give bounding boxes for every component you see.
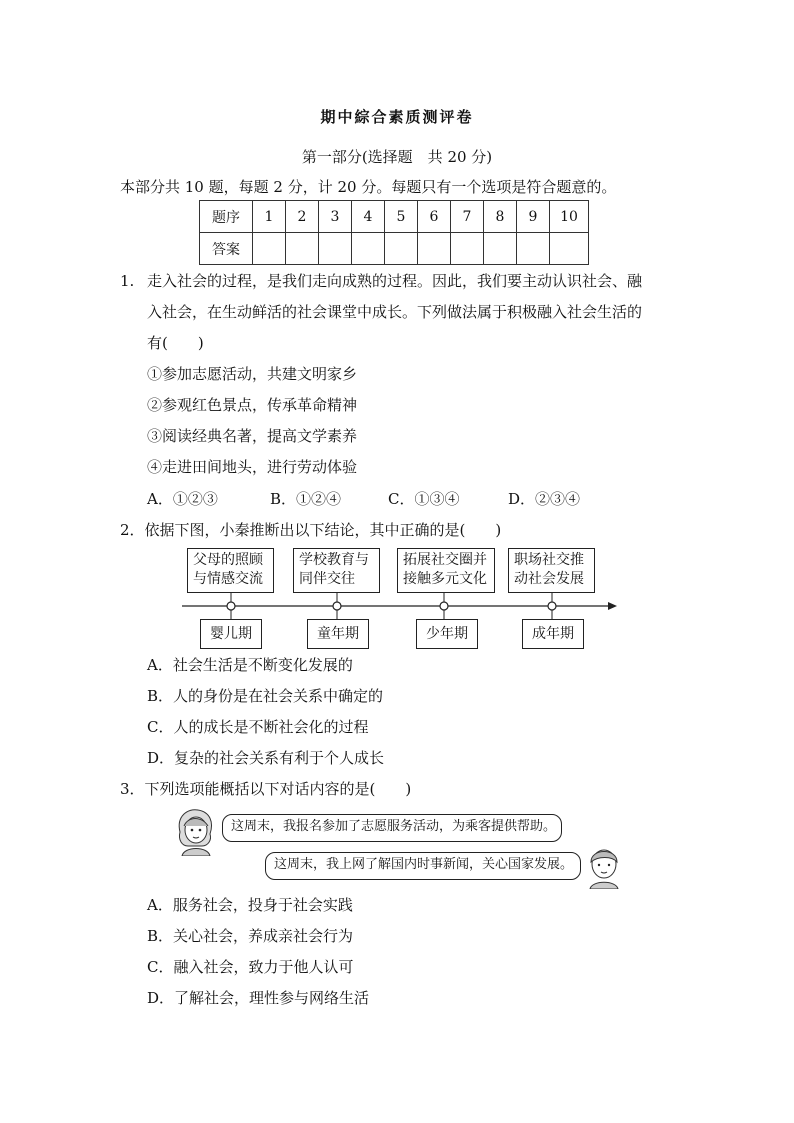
question-1-option-d[interactable]: D．②③④ <box>508 490 581 508</box>
timeline-event-line: 职场社交推 <box>514 552 584 568</box>
question-2-option-d[interactable]: D．复杂的社会关系有利于个人成长 <box>147 749 385 767</box>
question-3-option-a[interactable]: A．服务社会，投身于社会实践 <box>147 896 353 914</box>
timeline-stage-label: 成年期 <box>522 619 584 649</box>
answer-cell[interactable] <box>484 233 517 265</box>
answer-cell[interactable] <box>517 233 550 265</box>
table-cell-number: 10 <box>550 201 589 233</box>
question-3-option-c[interactable]: C．融入社会，致力于他人认可 <box>147 958 354 976</box>
question-1-line-3: 有( ) <box>147 334 204 352</box>
question-1-line-2: 入社会，在生动鲜活的社会课堂中成长。下列做法属于积极融入社会生活的 <box>147 303 643 321</box>
question-2-option-b[interactable]: B．人的身份是在社会关系中确定的 <box>147 687 384 705</box>
table-cell-number: 1 <box>253 201 286 233</box>
timeline-stage-label: 少年期 <box>416 619 478 649</box>
girl-avatar-icon <box>172 806 220 856</box>
question-1-line-1: 走入社会的过程，是我们走向成熟的过程。因此，我们要主动认识社会、融 <box>147 272 643 290</box>
question-2-option-a[interactable]: A．社会生活是不断变化发展的 <box>147 656 353 674</box>
question-1-option-a[interactable]: A．①②③ <box>147 490 218 508</box>
timeline-event-box <box>187 548 274 593</box>
timeline-event-line: 与情感交流 <box>193 571 263 587</box>
growth-timeline-diagram <box>180 544 620 652</box>
answer-cell[interactable] <box>319 233 352 265</box>
table-cell-number: 4 <box>352 201 385 233</box>
timeline-event-line: 同伴交往 <box>299 571 355 587</box>
answer-cell[interactable] <box>550 233 589 265</box>
dialogue-bubble-left: 这周末，我报名参加了志愿服务活动，为乘客提供帮助。 <box>222 814 562 842</box>
timeline-event-line: 父母的照顾 <box>193 552 263 568</box>
timeline-event-box <box>293 548 380 593</box>
question-1-item: ③阅读经典名著，提高文学素养 <box>147 427 358 445</box>
part-intro: 本部分共 10 题，每题 2 分，计 20 分。每题只有一个选项是符合题意的。 <box>120 178 617 196</box>
timeline-stage-label: 婴儿期 <box>200 619 262 649</box>
timeline-event-line: 接触多元文化 <box>403 571 487 587</box>
question-2-stem: 2．依据下图，小秦推断出以下结论，其中正确的是( ) <box>120 521 502 539</box>
table-cell-number: 7 <box>451 201 484 233</box>
answer-cell[interactable] <box>286 233 319 265</box>
answer-cell[interactable] <box>418 233 451 265</box>
timeline-event-box <box>397 548 495 593</box>
dialogue-bubble-right: 这周末，我上网了解国内时事新闻，关心国家发展。 <box>265 852 581 880</box>
question-1-item: ④走进田间地头，进行劳动体验 <box>147 458 358 476</box>
table-cell-number: 5 <box>385 201 418 233</box>
table-cell-number: 8 <box>484 201 517 233</box>
question-1-item: ①参加志愿活动，共建文明家乡 <box>147 365 358 383</box>
answer-cell[interactable] <box>253 233 286 265</box>
table-cell-number: 6 <box>418 201 451 233</box>
table-cell-number: 3 <box>319 201 352 233</box>
table-cell-number: 9 <box>517 201 550 233</box>
page-title: 期中綜合素质测评卷 <box>320 108 474 126</box>
question-3-option-b[interactable]: B．关心社会，养成亲社会行为 <box>147 927 354 945</box>
timeline-event-line: 学校教育与 <box>299 552 369 568</box>
table-label-answer: 答案 <box>200 233 253 265</box>
answer-cell[interactable] <box>385 233 418 265</box>
table-label-number: 题序 <box>200 201 253 233</box>
question-1-number: 1. <box>120 272 135 290</box>
table-cell-number: 2 <box>286 201 319 233</box>
question-1-item: ②参观红色景点，传承革命精神 <box>147 396 358 414</box>
question-3-stem: 3．下列选项能概括以下对话内容的是( ) <box>120 780 412 798</box>
question-3-option-d[interactable]: D．了解社会，理性参与网络生活 <box>147 989 370 1007</box>
timeline-event-line: 拓展社交圈并 <box>403 552 487 568</box>
answer-table-header-row <box>200 201 589 233</box>
question-1-option-c[interactable]: C．①③④ <box>388 490 460 508</box>
part-heading: 第一部分(选择题 共 20 分) <box>301 148 493 166</box>
question-2-option-c[interactable]: C．人的成长是不断社会化的过程 <box>147 718 369 736</box>
answer-table-answer-row <box>200 233 589 265</box>
answer-cell[interactable] <box>352 233 385 265</box>
question-1-option-b[interactable]: B．①②④ <box>270 490 342 508</box>
timeline-event-line: 动社会发展 <box>514 571 584 587</box>
boy-avatar-icon <box>584 844 624 889</box>
timeline-event-box <box>508 548 595 593</box>
answer-cell[interactable] <box>451 233 484 265</box>
timeline-stage-label: 童年期 <box>307 619 369 649</box>
answer-table <box>199 200 589 265</box>
